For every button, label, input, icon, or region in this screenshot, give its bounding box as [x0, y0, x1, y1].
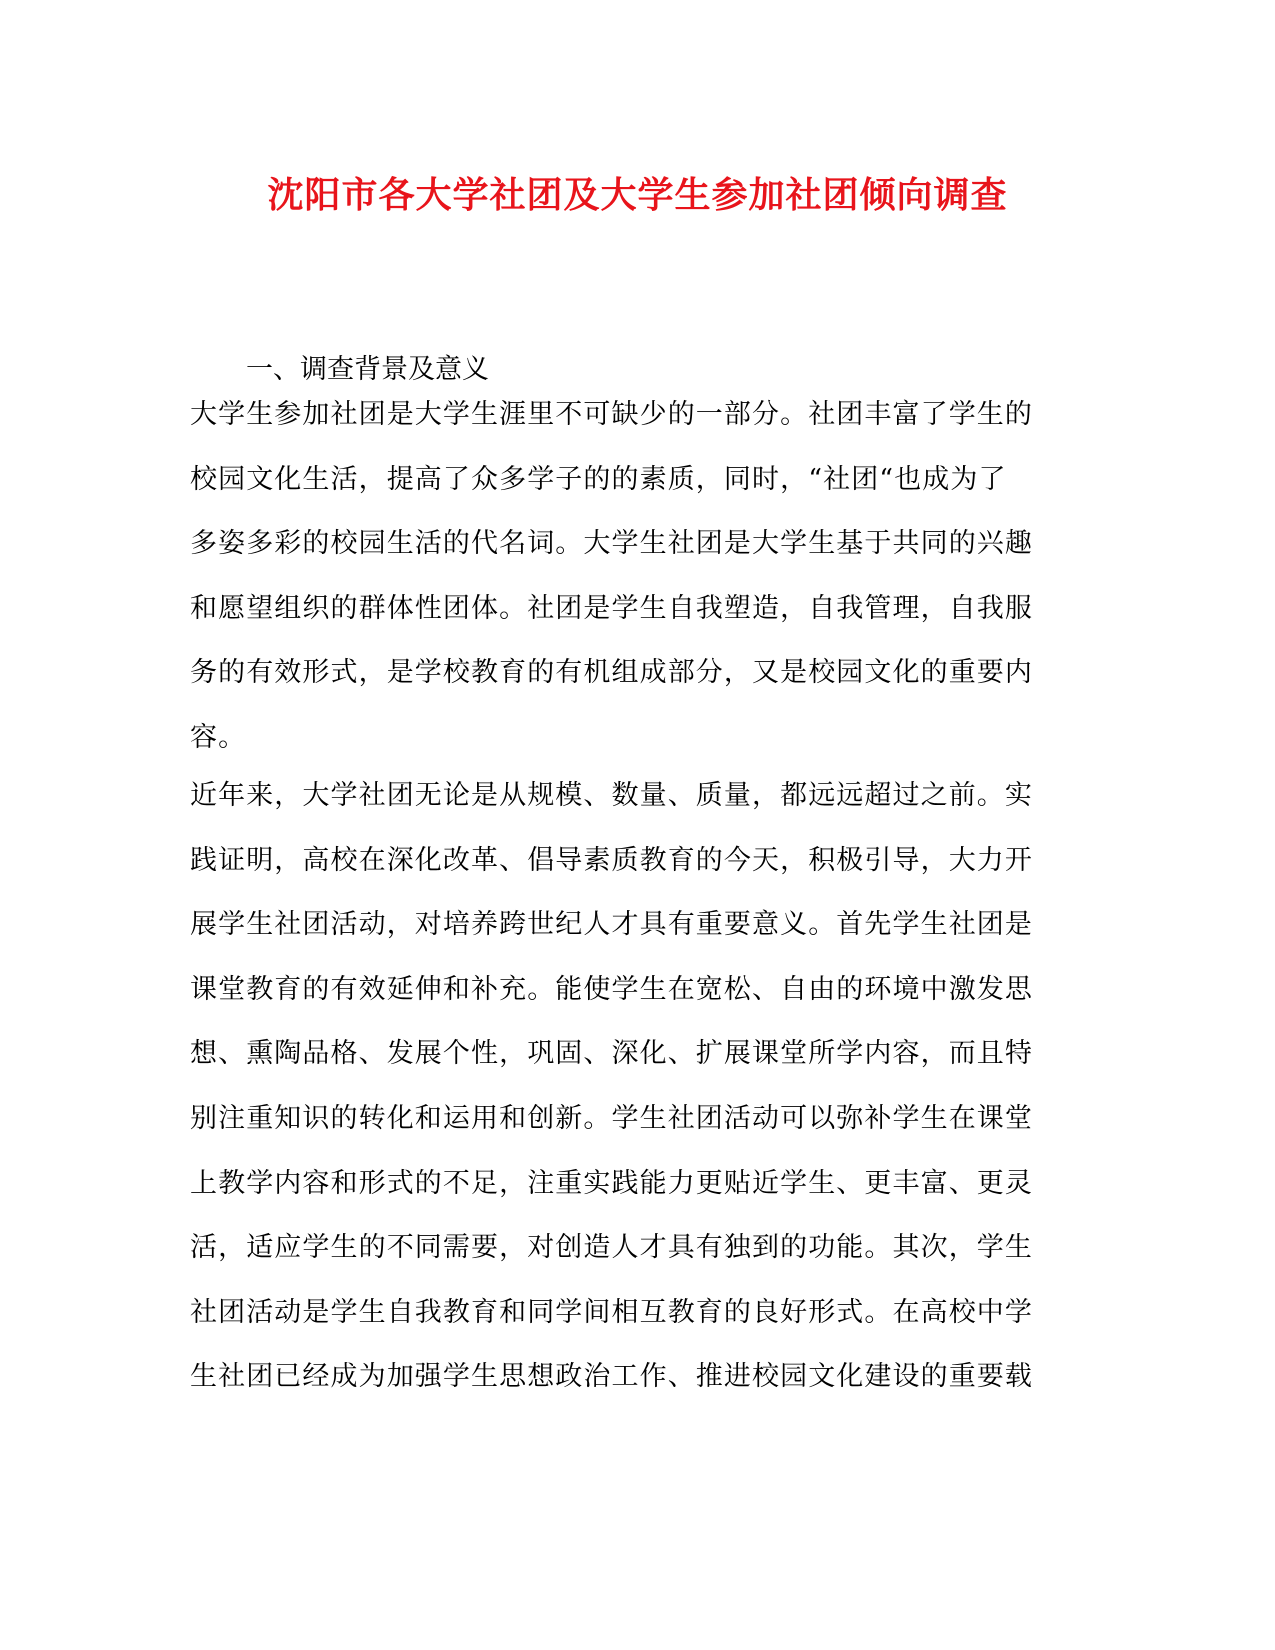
- paragraph-2: [190, 764, 1070, 1410]
- paragraph-line: 别注重知识的转化和运用和创新。学生社团活动可以弥补学生在课堂: [190, 1102, 1033, 1134]
- paragraph-line: 活，适应学生的不同需要，对创造人才具有独到的功能。其次，学生: [190, 1232, 1033, 1264]
- paragraph-line: 校园文化生活，提高了众多学子的的素质，同时，“社团“也成为了: [190, 463, 1007, 495]
- paragraph-line: 上教学内容和形式的不足，注重实践能力更贴近学生、更丰富、更灵: [190, 1167, 1033, 1199]
- paragraph-line: 和愿望组织的群体性团体。社团是学生自我塑造，自我管理，自我服: [190, 592, 1033, 624]
- paragraph-line: 生社团已经成为加强学生思想政治工作、推进校园文化建设的重要载: [190, 1361, 1033, 1393]
- paragraph-line: 社团活动是学生自我教育和同学间相互教育的良好形式。在高校中学: [190, 1296, 1033, 1328]
- paragraph-line: 多姿多彩的校园生活的代名词。大学生社团是大学生基于共同的兴趣: [190, 528, 1033, 560]
- section-heading: 一、调查背景及意义: [246, 354, 489, 385]
- paragraph-line: 容。: [190, 721, 247, 753]
- paragraph-line: 践证明，高校在深化改革、倡导素质教育的今天，积极引导，大力开: [190, 844, 1033, 876]
- paragraph-1: [190, 383, 1070, 771]
- paragraph-line: 课堂教育的有效延伸和补充。能使学生在宽松、自由的环境中激发思: [190, 973, 1033, 1005]
- paragraph-line: 大学生参加社团是大学生涯里不可缺少的一部分。社团丰富了学生的: [190, 399, 1033, 430]
- paragraph-line: 想、熏陶品格、发展个性，巩固、深化、扩展课堂所学内容，而且特: [190, 1038, 1033, 1070]
- paragraph-line: 近年来，大学社团无论是从规模、数量、质量，都远远超过之前。实: [190, 780, 1033, 811]
- document-title: 沈阳市各大学社团及大学生参加社团倾向调查: [267, 174, 1008, 216]
- paragraph-line: 务的有效形式，是学校教育的有机组成部分，又是校园文化的重要内: [190, 657, 1033, 689]
- paragraph-line: 展学生社团活动，对培养跨世纪人才具有重要意义。首先学生社团是: [190, 909, 1033, 941]
